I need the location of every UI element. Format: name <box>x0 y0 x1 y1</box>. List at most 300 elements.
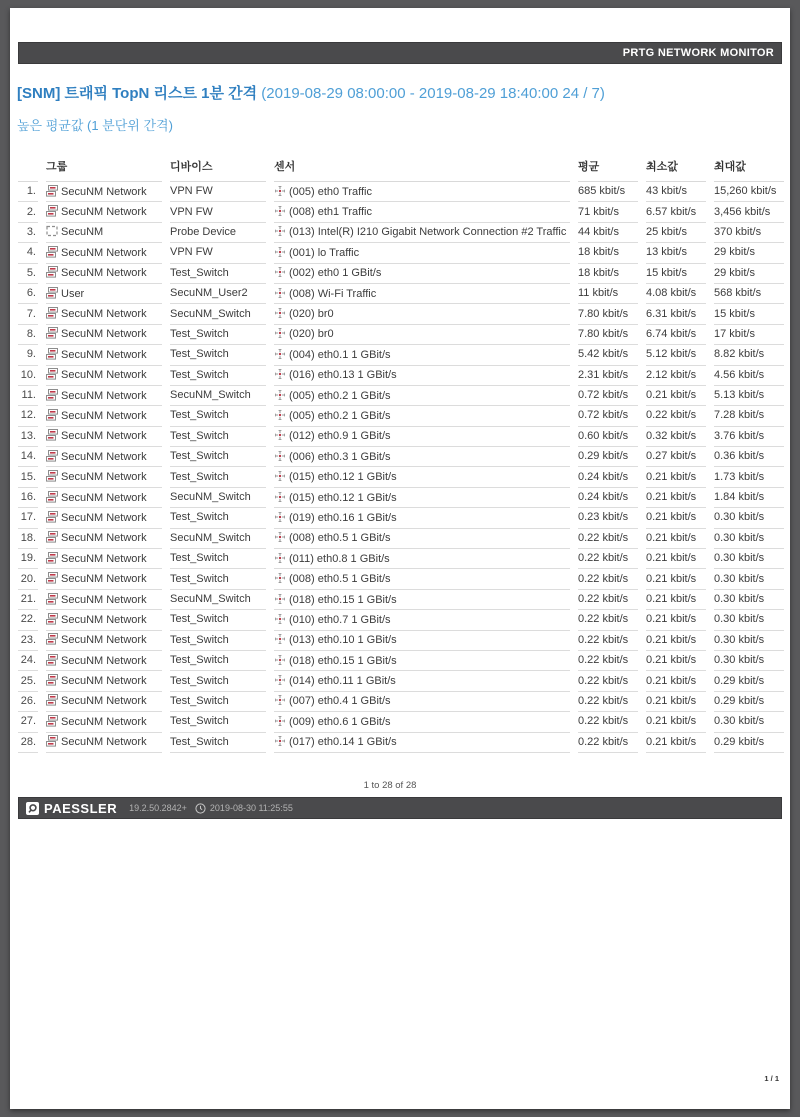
avg-cell: 0.29 kbit/s <box>578 447 638 467</box>
max-cell: 0.30 kbit/s <box>714 631 784 651</box>
sensor-cell: (013) eth0.10 1 GBit/s <box>274 631 570 651</box>
row-rank: 25. <box>18 671 38 691</box>
sensor-cell: (015) eth0.12 1 GBit/s <box>274 467 570 487</box>
min-cell: 0.21 kbit/s <box>646 529 706 549</box>
row-rank: 24. <box>18 651 38 671</box>
group-cell: SecuNM Network <box>46 447 162 467</box>
table-row <box>18 651 784 671</box>
avg-cell: 0.22 kbit/s <box>578 610 638 630</box>
sensor-cell: (005) eth0 Traffic <box>274 182 570 202</box>
sensor-icon <box>274 491 286 503</box>
table-row <box>18 325 784 345</box>
table-row <box>18 243 784 263</box>
min-cell: 13 kbit/s <box>646 243 706 263</box>
device-cell: Test_Switch <box>170 651 266 671</box>
min-cell: 0.21 kbit/s <box>646 733 706 753</box>
max-cell: 8.82 kbit/s <box>714 345 784 365</box>
probe-icon <box>46 225 58 237</box>
sensor-cell: (018) eth0.15 1 GBit/s <box>274 590 570 610</box>
group-cell: SecuNM <box>46 223 162 243</box>
min-cell: 0.27 kbit/s <box>646 447 706 467</box>
max-cell: 0.30 kbit/s <box>714 549 784 569</box>
sensor-cell: (014) eth0.11 1 GBit/s <box>274 671 570 691</box>
table-row <box>18 488 784 508</box>
group-icon <box>46 429 58 441</box>
min-cell: 0.21 kbit/s <box>646 692 706 712</box>
column-header-sensor: 센서 <box>274 152 570 182</box>
sensor-icon <box>274 531 286 543</box>
device-cell: VPN FW <box>170 243 266 263</box>
column-header-max: 최대값 <box>714 152 784 182</box>
group-icon <box>46 491 58 503</box>
device-cell: SecuNM_Switch <box>170 304 266 324</box>
table-row <box>18 304 784 324</box>
avg-cell: 0.72 kbit/s <box>578 386 638 406</box>
clock-icon <box>195 803 206 814</box>
row-rank: 8. <box>18 325 38 345</box>
row-rank: 11. <box>18 386 38 406</box>
report-subtitle: 높은 평균값 (1 분단위 간격) <box>17 118 173 133</box>
sensor-icon <box>274 674 286 686</box>
min-cell: 2.12 kbit/s <box>646 366 706 386</box>
min-cell: 0.21 kbit/s <box>646 488 706 508</box>
topn-table-body <box>18 182 784 753</box>
group-icon <box>46 613 58 625</box>
max-cell: 1.73 kbit/s <box>714 467 784 487</box>
max-cell: 0.36 kbit/s <box>714 447 784 467</box>
table-row <box>18 223 784 243</box>
group-icon <box>46 389 58 401</box>
sensor-cell: (008) Wi-Fi Traffic <box>274 284 570 304</box>
device-cell: Test_Switch <box>170 569 266 589</box>
sensor-cell: (020) br0 <box>274 304 570 324</box>
table-row <box>18 569 784 589</box>
row-rank: 18. <box>18 529 38 549</box>
group-cell: SecuNM Network <box>46 549 162 569</box>
sensor-icon <box>274 185 286 197</box>
sensor-icon <box>274 511 286 523</box>
max-cell: 3,456 kbit/s <box>714 202 784 222</box>
max-cell: 7.28 kbit/s <box>714 406 784 426</box>
sensor-icon <box>274 694 286 706</box>
group-icon <box>46 572 58 584</box>
sensor-cell: (008) eth0.5 1 GBit/s <box>274 529 570 549</box>
row-rank: 21. <box>18 590 38 610</box>
group-icon <box>46 185 58 197</box>
avg-cell: 685 kbit/s <box>578 182 638 202</box>
min-cell: 0.21 kbit/s <box>646 610 706 630</box>
max-cell: 370 kbit/s <box>714 223 784 243</box>
report-date-range: (2019-08-29 08:00:00 - 2019-08-29 18:40:00 24 / 7) <box>261 85 605 102</box>
table-row <box>18 264 784 284</box>
max-cell: 29 kbit/s <box>714 264 784 284</box>
row-rank: 3. <box>18 223 38 243</box>
group-icon <box>46 511 58 523</box>
group-icon <box>46 450 58 462</box>
column-header-min: 최소값 <box>646 152 706 182</box>
group-cell: SecuNM Network <box>46 182 162 202</box>
group-cell: SecuNM Network <box>46 631 162 651</box>
column-header-rank <box>18 152 38 182</box>
avg-cell: 0.22 kbit/s <box>578 569 638 589</box>
device-cell: SecuNM_Switch <box>170 590 266 610</box>
min-cell: 0.21 kbit/s <box>646 712 706 732</box>
device-cell: Test_Switch <box>170 264 266 284</box>
table-row <box>18 712 784 732</box>
max-cell: 29 kbit/s <box>714 243 784 263</box>
avg-cell: 0.22 kbit/s <box>578 733 638 753</box>
group-icon <box>46 593 58 605</box>
group-icon <box>46 205 58 217</box>
paessler-logo-icon <box>26 802 39 815</box>
group-cell: SecuNM Network <box>46 304 162 324</box>
max-cell: 0.30 kbit/s <box>714 610 784 630</box>
group-cell: SecuNM Network <box>46 264 162 284</box>
sensor-icon <box>274 633 286 645</box>
sensor-icon <box>274 327 286 339</box>
group-icon <box>46 368 58 380</box>
avg-cell: 18 kbit/s <box>578 243 638 263</box>
table-row <box>18 406 784 426</box>
min-cell: 6.31 kbit/s <box>646 304 706 324</box>
report-title <box>17 84 782 103</box>
sensor-cell: (017) eth0.14 1 GBit/s <box>274 733 570 753</box>
device-cell: Test_Switch <box>170 631 266 651</box>
device-cell: Test_Switch <box>170 467 266 487</box>
table-row <box>18 631 784 651</box>
table-row <box>18 284 784 304</box>
sensor-icon <box>274 266 286 278</box>
group-icon <box>46 552 58 564</box>
sensor-cell: (008) eth0.5 1 GBit/s <box>274 569 570 589</box>
row-rank: 20. <box>18 569 38 589</box>
table-row <box>18 182 784 202</box>
group-cell: SecuNM Network <box>46 406 162 426</box>
sensor-cell: (005) eth0.2 1 GBit/s <box>274 406 570 426</box>
device-cell: Test_Switch <box>170 406 266 426</box>
sensor-cell: (007) eth0.4 1 GBit/s <box>274 692 570 712</box>
sensor-cell: (005) eth0.2 1 GBit/s <box>274 386 570 406</box>
sensor-cell: (015) eth0.12 1 GBit/s <box>274 488 570 508</box>
group-icon <box>46 327 58 339</box>
version-label: 19.2.50.2842+ <box>129 803 187 813</box>
device-cell: Test_Switch <box>170 325 266 345</box>
footer-brand-bar <box>18 797 782 819</box>
max-cell: 15,260 kbit/s <box>714 182 784 202</box>
table-row <box>18 447 784 467</box>
avg-cell: 71 kbit/s <box>578 202 638 222</box>
sensor-cell: (002) eth0 1 GBit/s <box>274 264 570 284</box>
pagination-status: 1 to 28 of 28 <box>363 780 417 791</box>
device-cell: Probe Device <box>170 223 266 243</box>
group-cell: SecuNM Network <box>46 590 162 610</box>
min-cell: 43 kbit/s <box>646 182 706 202</box>
avg-cell: 0.60 kbit/s <box>578 427 638 447</box>
device-cell: SecuNM_Switch <box>170 529 266 549</box>
sensor-cell: (019) eth0.16 1 GBit/s <box>274 508 570 528</box>
sensor-cell: (004) eth0.1 1 GBit/s <box>274 345 570 365</box>
page-number: 1 / 1 <box>764 1074 779 1083</box>
sensor-icon <box>274 429 286 441</box>
group-icon <box>46 735 58 747</box>
avg-cell: 11 kbit/s <box>578 284 638 304</box>
sensor-icon <box>274 307 286 319</box>
sensor-icon <box>274 613 286 625</box>
min-cell: 0.21 kbit/s <box>646 467 706 487</box>
group-icon <box>46 246 58 258</box>
min-cell: 4.08 kbit/s <box>646 284 706 304</box>
table-row <box>18 467 784 487</box>
min-cell: 0.21 kbit/s <box>646 569 706 589</box>
device-cell: SecuNM_Switch <box>170 386 266 406</box>
max-cell: 1.84 kbit/s <box>714 488 784 508</box>
avg-cell: 44 kbit/s <box>578 223 638 243</box>
sensor-icon <box>274 552 286 564</box>
device-cell: Test_Switch <box>170 692 266 712</box>
min-cell: 0.21 kbit/s <box>646 651 706 671</box>
max-cell: 0.30 kbit/s <box>714 508 784 528</box>
device-cell: Test_Switch <box>170 447 266 467</box>
sensor-icon <box>274 572 286 584</box>
sensor-cell: (013) Intel(R) I210 Gigabit Network Connection #2 Traffic <box>274 223 570 243</box>
max-cell: 5.13 kbit/s <box>714 386 784 406</box>
group-cell: SecuNM Network <box>46 712 162 732</box>
device-cell: Test_Switch <box>170 549 266 569</box>
sensor-cell: (006) eth0.3 1 GBit/s <box>274 447 570 467</box>
avg-cell: 0.22 kbit/s <box>578 712 638 732</box>
device-cell: VPN FW <box>170 202 266 222</box>
row-rank: 22. <box>18 610 38 630</box>
sensor-cell: (008) eth1 Traffic <box>274 202 570 222</box>
device-cell: Test_Switch <box>170 712 266 732</box>
group-cell: SecuNM Network <box>46 325 162 345</box>
group-icon <box>46 409 58 421</box>
report-title-main: [SNM] 트래픽 TopN 리스트 1분 간격 <box>17 85 258 102</box>
group-cell: SecuNM Network <box>46 427 162 447</box>
min-cell: 6.74 kbit/s <box>646 325 706 345</box>
group-icon <box>46 287 58 299</box>
avg-cell: 0.22 kbit/s <box>578 651 638 671</box>
device-cell: Test_Switch <box>170 366 266 386</box>
group-cell: SecuNM Network <box>46 488 162 508</box>
table-row <box>18 366 784 386</box>
group-cell: SecuNM Network <box>46 345 162 365</box>
table-row <box>18 549 784 569</box>
sensor-icon <box>274 715 286 727</box>
sensor-cell: (020) br0 <box>274 325 570 345</box>
min-cell: 25 kbit/s <box>646 223 706 243</box>
group-cell: SecuNM Network <box>46 529 162 549</box>
sensor-icon <box>274 654 286 666</box>
group-cell: SecuNM Network <box>46 366 162 386</box>
sensor-icon <box>274 287 286 299</box>
sensor-icon <box>274 450 286 462</box>
sensor-cell: (011) eth0.8 1 GBit/s <box>274 549 570 569</box>
avg-cell: 0.22 kbit/s <box>578 631 638 651</box>
device-cell: VPN FW <box>170 182 266 202</box>
avg-cell: 5.42 kbit/s <box>578 345 638 365</box>
min-cell: 15 kbit/s <box>646 264 706 284</box>
min-cell: 0.21 kbit/s <box>646 549 706 569</box>
device-cell: Test_Switch <box>170 345 266 365</box>
device-cell: Test_Switch <box>170 610 266 630</box>
group-cell: SecuNM Network <box>46 508 162 528</box>
min-cell: 0.22 kbit/s <box>646 406 706 426</box>
avg-cell: 7.80 kbit/s <box>578 325 638 345</box>
min-cell: 0.32 kbit/s <box>646 427 706 447</box>
max-cell: 0.30 kbit/s <box>714 651 784 671</box>
top-brand-bar <box>18 42 782 64</box>
group-cell: User <box>46 284 162 304</box>
avg-cell: 0.22 kbit/s <box>578 590 638 610</box>
group-cell: SecuNM Network <box>46 692 162 712</box>
avg-cell: 0.24 kbit/s <box>578 488 638 508</box>
group-icon <box>46 266 58 278</box>
table-row <box>18 386 784 406</box>
row-rank: 4. <box>18 243 38 263</box>
table-row <box>18 508 784 528</box>
sensor-cell: (009) eth0.6 1 GBit/s <box>274 712 570 732</box>
max-cell: 0.30 kbit/s <box>714 529 784 549</box>
group-cell: SecuNM Network <box>46 569 162 589</box>
row-rank: 7. <box>18 304 38 324</box>
column-header-device: 디바이스 <box>170 152 266 182</box>
device-cell: SecuNM_User2 <box>170 284 266 304</box>
max-cell: 4.56 kbit/s <box>714 366 784 386</box>
group-icon <box>46 654 58 666</box>
sensor-icon <box>274 368 286 380</box>
group-icon <box>46 348 58 360</box>
device-cell: Test_Switch <box>170 427 266 447</box>
sensor-icon <box>274 593 286 605</box>
sensor-icon <box>274 246 286 258</box>
table-row <box>18 692 784 712</box>
sensor-icon <box>274 735 286 747</box>
min-cell: 0.21 kbit/s <box>646 386 706 406</box>
table-row <box>18 610 784 630</box>
avg-cell: 0.22 kbit/s <box>578 692 638 712</box>
group-icon <box>46 470 58 482</box>
row-rank: 16. <box>18 488 38 508</box>
min-cell: 5.12 kbit/s <box>646 345 706 365</box>
row-rank: 15. <box>18 467 38 487</box>
table-row <box>18 529 784 549</box>
avg-cell: 7.80 kbit/s <box>578 304 638 324</box>
row-rank: 28. <box>18 733 38 753</box>
sensor-cell: (018) eth0.15 1 GBit/s <box>274 651 570 671</box>
row-rank: 9. <box>18 345 38 365</box>
sensor-icon <box>274 470 286 482</box>
row-rank: 5. <box>18 264 38 284</box>
table-row <box>18 345 784 365</box>
group-icon <box>46 531 58 543</box>
max-cell: 0.29 kbit/s <box>714 671 784 691</box>
row-rank: 27. <box>18 712 38 732</box>
max-cell: 0.30 kbit/s <box>714 712 784 732</box>
row-rank: 23. <box>18 631 38 651</box>
group-icon <box>46 633 58 645</box>
prtg-brand-label: PRTG NETWORK MONITOR <box>622 47 774 59</box>
avg-cell: 0.22 kbit/s <box>578 549 638 569</box>
group-cell: SecuNM Network <box>46 243 162 263</box>
table-header-row <box>18 152 784 182</box>
max-cell: 568 kbit/s <box>714 284 784 304</box>
min-cell: 6.57 kbit/s <box>646 202 706 222</box>
min-cell: 0.21 kbit/s <box>646 508 706 528</box>
table-row <box>18 202 784 222</box>
table-row <box>18 733 784 753</box>
row-rank: 14. <box>18 447 38 467</box>
column-header-avg: 평균 <box>578 152 638 182</box>
group-cell: SecuNM Network <box>46 651 162 671</box>
topn-table <box>10 152 792 753</box>
avg-cell: 2.31 kbit/s <box>578 366 638 386</box>
sensor-icon <box>274 205 286 217</box>
group-icon <box>46 715 58 727</box>
device-cell: Test_Switch <box>170 733 266 753</box>
column-header-group: 그룹 <box>46 152 162 182</box>
sensor-icon <box>274 389 286 401</box>
max-cell: 0.30 kbit/s <box>714 590 784 610</box>
max-cell: 17 kbit/s <box>714 325 784 345</box>
group-icon <box>46 674 58 686</box>
sensor-icon <box>274 409 286 421</box>
avg-cell: 0.22 kbit/s <box>578 671 638 691</box>
avg-cell: 0.72 kbit/s <box>578 406 638 426</box>
group-cell: SecuNM Network <box>46 202 162 222</box>
sensor-cell: (012) eth0.9 1 GBit/s <box>274 427 570 447</box>
avg-cell: 0.22 kbit/s <box>578 529 638 549</box>
table-row <box>18 671 784 691</box>
row-rank: 17. <box>18 508 38 528</box>
avg-cell: 18 kbit/s <box>578 264 638 284</box>
report-timestamp: 2019-08-30 11:25:55 <box>209 803 293 813</box>
table-row <box>18 590 784 610</box>
max-cell: 3.76 kbit/s <box>714 427 784 447</box>
sensor-icon <box>274 348 286 360</box>
table-row <box>18 427 784 447</box>
sensor-cell: (010) eth0.7 1 GBit/s <box>274 610 570 630</box>
row-rank: 19. <box>18 549 38 569</box>
row-rank: 12. <box>18 406 38 426</box>
min-cell: 0.21 kbit/s <box>646 671 706 691</box>
paessler-brand-label: PAESSLER <box>44 800 118 816</box>
avg-cell: 0.24 kbit/s <box>578 467 638 487</box>
group-cell: SecuNM Network <box>46 733 162 753</box>
sensor-cell: (016) eth0.13 1 GBit/s <box>274 366 570 386</box>
max-cell: 0.30 kbit/s <box>714 569 784 589</box>
min-cell: 0.21 kbit/s <box>646 631 706 651</box>
row-rank: 26. <box>18 692 38 712</box>
row-rank: 6. <box>18 284 38 304</box>
group-cell: SecuNM Network <box>46 386 162 406</box>
row-rank: 10. <box>18 366 38 386</box>
row-rank: 1. <box>18 182 38 202</box>
row-rank: 13. <box>18 427 38 447</box>
group-icon <box>46 694 58 706</box>
sensor-icon <box>274 225 286 237</box>
device-cell: SecuNM_Switch <box>170 488 266 508</box>
avg-cell: 0.23 kbit/s <box>578 508 638 528</box>
report-page <box>10 8 790 1109</box>
group-cell: SecuNM Network <box>46 467 162 487</box>
max-cell: 0.29 kbit/s <box>714 733 784 753</box>
max-cell: 15 kbit/s <box>714 304 784 324</box>
group-cell: SecuNM Network <box>46 671 162 691</box>
min-cell: 0.21 kbit/s <box>646 590 706 610</box>
row-rank: 2. <box>18 202 38 222</box>
device-cell: Test_Switch <box>170 671 266 691</box>
